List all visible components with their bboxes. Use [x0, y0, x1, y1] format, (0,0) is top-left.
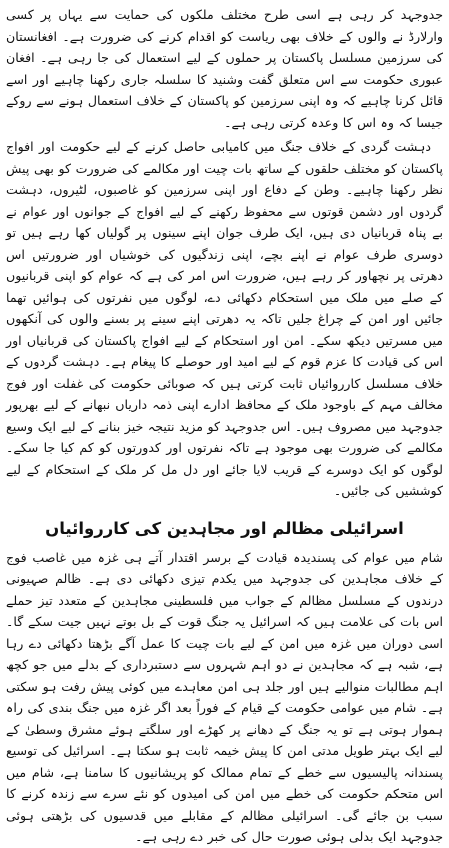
article-paragraph: دہشت گردی کے خلاف جنگ میں کامیابی حاصل کرنے کے لیے حکومت اور افواج پاکستان کو مختلف حلقوں کے ساتھ بات چیت اور مکالمے کی ضرورت کو بھی پیش نظر رکھنا چاہیے۔ وطن کے دفاع اور اپنی سرزمین کو غاصبوں، لٹیروں، دہشت گردوں اور دشمن قوتوں سے محفوظ رکھنے کے لیے افواج کے جوانوں اور عوام نے بے پناہ قربانیاں دی ہیں، ایک طرف جوان اپنے سینوں پر گولیاں کھا رہے ہیں تو دوسری طرف عوام نے اپنے بچے، اپنی زندگیوں کی خوشیاں اور ضرورتیں اس دھرتی پر نچھاور کر رہے ہیں، ضرورت اس امر کی ہے کہ عوام کو اپنی قربانیوں کے صلے میں ملک میں استحکام دکھائی دے، لوگوں میں نفرتوں کی ہوائیں تھما جائیں اور امن کے چراغ جلیں تاکہ یہ دھرتی اپنے سینے پر بسنے والوں کی آنکھوں میں مسرتیں دیکھ سکے۔ امن اور استحکام کے لیے افواج پاکستان کی قربانیاں اور اس کی قیادت کا عزم قوم کے لیے امید اور حوصلے کا پیغام ہے۔ دہشت گردوں کے خلاف مسلسل کارروائیاں ثابت کرتی ہیں کہ صوبائی حکومت کی غفلت اور فوج مخالف مہم کے باوجود ملک کے محافظ ادارے اپنی ذمہ داریاں نبھانے کے لیے بھرپور جدوجہد میں مصروف ہیں۔ اس جدوجہد کو مزید نتیجہ خیز بنانے کے لیے ایک وسیع مکالمے کی ضرورت بھی موجود ہے تاکہ نفرتوں اور کدورتوں کو کم کیا جا سکے۔ لوگوں کو ایک دوسرے کے قریب لایا جائے اور دل مل کر ملک کے استحکام کے لیے کوششیں کی جائیں۔ [6, 139, 443, 498]
newspaper-article [6, 4, 443, 844]
section-heading: اسرائیلی مظالم اور مجاہدین کی کارروائیاں [45, 518, 404, 538]
article-paragraph: شام میں عوام کی پسندیدہ قیادت کے برسر اقتدار آتے ہی غزہ میں غاصب فوج کے خلاف مجاہدین کی جدوجہد میں یکدم تیزی دکھائی دی ہے۔ ظالم صہیونی درندوں کے مسلسل مظالم کے جواب میں فلسطینی مجاہدین کے متعدد تیز حملے اس بات کی علامت ہیں کہ اسرائیل یہ جنگ قوت کے بل بوتے نہیں جیت سکے گا۔ اسی دوران میں غزہ میں امن کے لیے بات چیت کا عمل آگے بڑھتا دکھائی دے رہا ہے، شبہ ہے کہ مجاہدین نے دو اہم شہروں سے دستبرداری کے بدلے میں جو کچھ اہم مطالبات منوالیے ہیں اور جلد ہی امن معاہدے میں کوئی پیش رفت ہو سکتی ہے۔ شام میں عوامی حکومت کے قیام کے فوراً بعد اگر غزہ میں جنگ بندی کی راہ ہموار ہوتی ہے تو یہ جنگ کے دھانے پر کھڑے اور سلگتے ہوئے مشرق وسطیٰ کے لیے ایک بہتر طویل مدتی امن کا پیش خیمہ ثابت ہو سکتا ہے۔ اسرائیل کی توسیع پسندانہ پالیسیوں سے خطے کے تمام ممالک کو پریشانیوں کا سامنا ہے، شام میں اس متحکم حکومت کی خطے میں امن کی امیدوں کو نئے سرے سے زندہ کرنے کا سبب بن جائے گی۔ اسرائیلی مظالم کے مقابلے میں قدسیوں کی بڑھتی ہوئی جدوجہد ایک بدلی ہوئی صورت حال کی خبر دے رہی ہے۔ [6, 549, 443, 844]
section-divider [6, 505, 443, 507]
article-paragraph: جدوجہد کر رہی ہے اسی طرح مختلف ملکوں کی حمایت سے یہاں پر کسی وارلارڈ نے والوں کے خلاف بھی ریاست کو اقدام کرنے کی ضرورت ہے۔ افغانستان کی سرزمین مسلسل پاکستان پر حملوں کے لیے استعمال کی جا رہی ہے۔ افغان عبوری حکومت سے اس متعلق گفت وشنید کا سلسلہ جاری رکھنا چاہیے اور اسے قائل کرنا چاہیے کہ وہ اپنی سرزمین کو پاکستان کے خلاف استعمال ہونے سے روکے جیسا کہ وہ اس کا وعدہ کرتی رہی ہے۔ [6, 7, 443, 130]
